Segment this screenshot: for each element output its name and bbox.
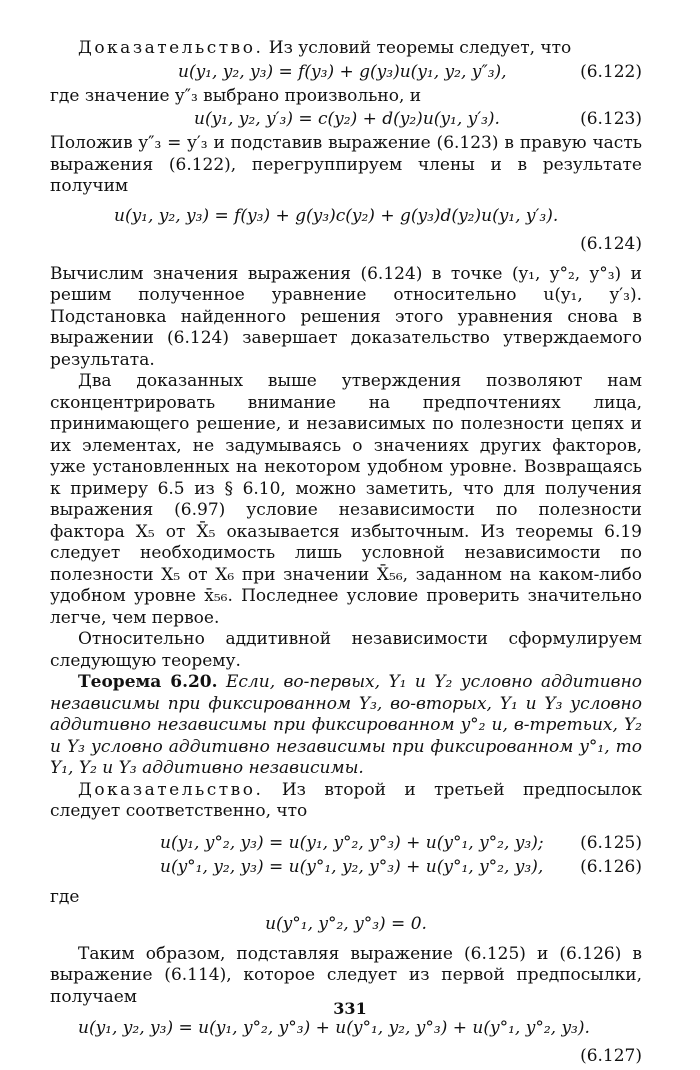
paragraph: Положив y″₃ = y′₃ и подставив выражение (6.123) в правую часть выражения (6.122), перегруппируем члены и в результате получим [50, 133, 642, 196]
equation-body: u(y°₁, y₂, y₃) = u(y°₁, y₂, y°₃) + u(y°₁, y°₂, y₃), [160, 856, 544, 877]
theorem-label: Теорема 6.20. [78, 672, 218, 692]
paragraph: где значение y″₃ выбрано произвольно, и [50, 85, 422, 106]
equation-number: (6.126) [580, 856, 642, 877]
equation-6-127 [50, 1018, 642, 1044]
equation-zero: u(y°₁, y°₂, y°₃) = 0. [265, 914, 427, 934]
equation-number: (6.124) [580, 233, 642, 254]
paragraph: Два доказанных выше утверждения позволяют нам сконцентрировать внимание на предпочтениях лица, принимающего решение, и независимых по полезности цепях и их элементах, не задумываясь о значениях других факторов, уже установленных на некотором удобном уровне. Возвращаясь к примеру 6.5 из § 6.10, можно заметить, что для получения выражения (6.97) условие независимости по полезности фактора X₅ от X̄₅ оказывается избыточным. Из теоремы 6.19 следует необходимость лишь условной независимости по полезности X₅ от X₆ при значении X̄₅₆, заданном на каком-либо удобном уровне x̄₅₆. Последнее условие проверить значительно легче, чем первое. [50, 371, 642, 628]
equation-body: u(y₁, y₂, y₃) = f(y₃) + g(y₃)c(y₂) + g(y₃)d(y₂)u(y₁, y′₃). [114, 205, 559, 226]
equation-number: (6.125) [580, 832, 642, 853]
equation-number: (6.127) [580, 1046, 642, 1066]
proof-label: Доказательство. [78, 779, 264, 800]
proof-intro [50, 38, 642, 60]
paragraph: Относительно аддитивной независимости сформулируем следующую теорему. [50, 629, 642, 671]
page-number: 331 [333, 999, 367, 1018]
theorem-body: Если, во-первых, Y₁ и Y₂ условно аддитивно независимы при фиксированном Y₃, во-вторых, Y₁ и Y₃ условно аддитивно независимы при фиксированном y°₂ и, в-третьих, Y₂ и Y₃ условно аддитивно независимы при фиксированном y°₁, то Y₁, Y₂ и Y₃ аддитивно независимы. [50, 672, 643, 778]
paragraph: Таким образом, подставляя выражение (6.125) и (6.126) в выражение (6.114), которое следует из первой предпосылки, получаем [50, 943, 642, 1007]
equation-6-124 [50, 206, 642, 232]
equation-6-125 [50, 833, 642, 855]
proof-label: Доказательство. [78, 38, 264, 58]
equation-number: (6.122) [580, 61, 642, 82]
paragraph: где [50, 886, 80, 907]
equation-number: (6.123) [580, 109, 642, 129]
proof-intro-text: Из условий теоремы следует, что [268, 38, 572, 58]
paragraph: Вычислим значения выражения (6.124) в точке (y₁, y°₂, y°₃) и решим полученное уравнение относительно u(y₁, y′₃). Подстановка найденного решения этого уравнения снова в выражении (6.124) завершает доказательство утверждаемого результата. [50, 263, 642, 370]
equation-body: u(y₁, y₂, y₃) = f(y₃) + g(y₃)u(y₁, y₂, y″₃), [178, 61, 507, 82]
equation-6-126 [50, 857, 642, 879]
equation-body: u(y₁, y°₂, y₃) = u(y₁, y°₂, y°₃) + u(y°₁, y°₂, y₃); [160, 832, 544, 853]
theorem-6-20 [50, 672, 642, 780]
equation-body: u(y₁, y₂, y₃) = u(y₁, y°₂, y°₃) + u(y°₁, y₂, y°₃) + u(y°₁, y°₂, y₃). [78, 1018, 590, 1038]
proof-2-intro [50, 780, 642, 823]
proof-intro-text: Из второй и третьей предпосылок следует соответственно, что [50, 779, 642, 821]
equation-6-122 [50, 62, 642, 84]
equation-6-123 [50, 109, 642, 131]
equation-body: u(y₁, y₂, y′₃) = c(y₂) + d(y₂)u(y₁, y′₃). [194, 109, 500, 129]
